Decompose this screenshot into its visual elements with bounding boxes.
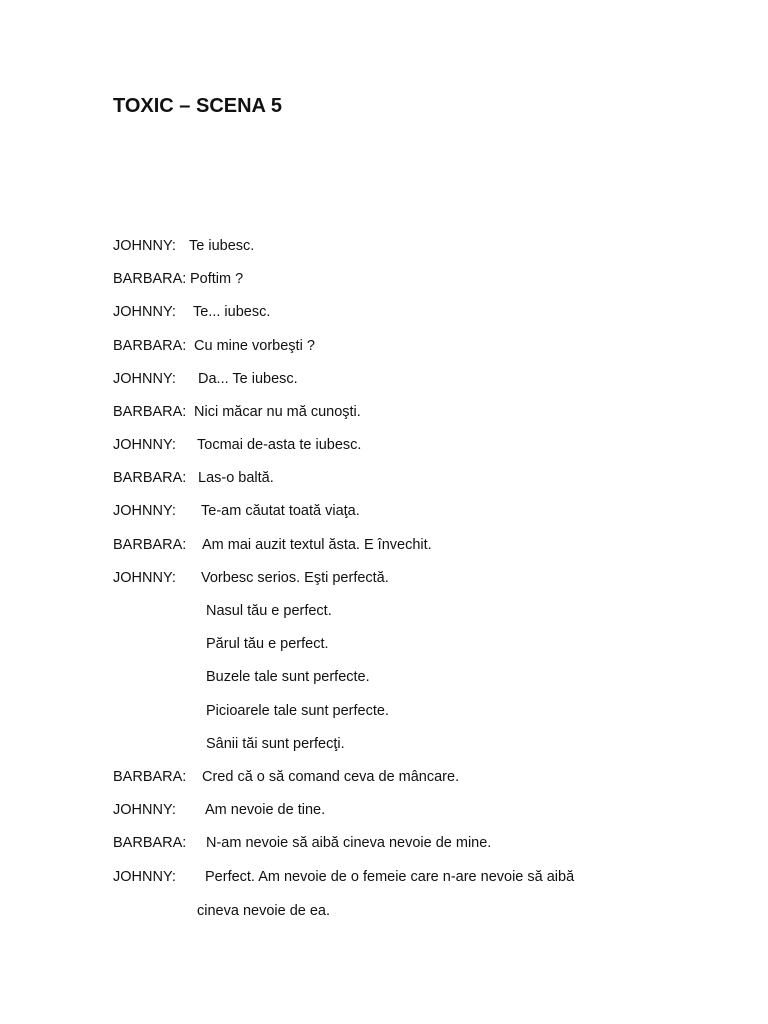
- dialogue-line: Nici măcar nu mă cunoşti.: [194, 404, 361, 420]
- speaker-label: JOHNNY:: [113, 869, 176, 885]
- speaker-label: JOHNNY:: [113, 802, 176, 818]
- speaker-label: BARBARA:: [113, 338, 187, 354]
- scene-title: TOXIC – SCENA 5: [113, 95, 282, 117]
- dialogue-line: Cu mine vorbeşti ?: [194, 338, 315, 354]
- dialogue-line: Las-o baltă.: [198, 470, 274, 486]
- speaker-label: BARBARA:: [113, 404, 187, 420]
- dialogue-line: Te... iubesc.: [193, 304, 271, 320]
- dialogue-line: Părul tău e perfect.: [206, 636, 329, 652]
- speaker-label: JOHNNY:: [113, 570, 176, 586]
- dialogue-line: Picioarele tale sunt perfecte.: [206, 703, 389, 719]
- speaker-label: BARBARA:: [113, 470, 187, 486]
- dialogue-line: Nasul tău e perfect.: [206, 603, 332, 619]
- dialogue-line: Te-am căutat toată viaţa.: [201, 503, 360, 519]
- speaker-label: JOHNNY:: [113, 503, 176, 519]
- dialogue-line: Am mai auzit textul ăsta. E învechit.: [202, 537, 432, 553]
- dialogue-line: Perfect. Am nevoie de o femeie care n-are nevoie să aibă: [205, 869, 575, 885]
- speaker-label: BARBARA:: [113, 271, 187, 287]
- dialogue-line: Sânii tăi sunt perfecţi.: [206, 736, 345, 752]
- speaker-label: BARBARA:: [113, 769, 187, 785]
- speaker-label: BARBARA:: [113, 835, 187, 851]
- dialogue-line: Da... Te iubesc.: [198, 371, 298, 387]
- dialogue-line: N-am nevoie să aibă cineva nevoie de mine.: [206, 835, 492, 851]
- dialogue-line: Poftim ?: [190, 271, 244, 287]
- dialogue-line: Tocmai de-asta te iubesc.: [197, 437, 362, 453]
- dialogue-line: Cred că o să comand ceva de mâncare.: [202, 769, 460, 785]
- speaker-label: JOHNNY:: [113, 371, 176, 387]
- dialogue-line: Buzele tale sunt perfecte.: [206, 669, 370, 685]
- speaker-label: JOHNNY:: [113, 437, 176, 453]
- speaker-label: JOHNNY:: [113, 304, 176, 320]
- dialogue-line: Vorbesc serios. Eşti perfectă.: [201, 570, 389, 586]
- dialogue-line: Te iubesc.: [189, 238, 255, 254]
- speaker-label: JOHNNY:: [113, 238, 176, 254]
- dialogue-line: Am nevoie de tine.: [205, 802, 326, 818]
- speaker-label: BARBARA:: [113, 537, 187, 553]
- dialogue-line: cineva nevoie de ea.: [197, 903, 331, 919]
